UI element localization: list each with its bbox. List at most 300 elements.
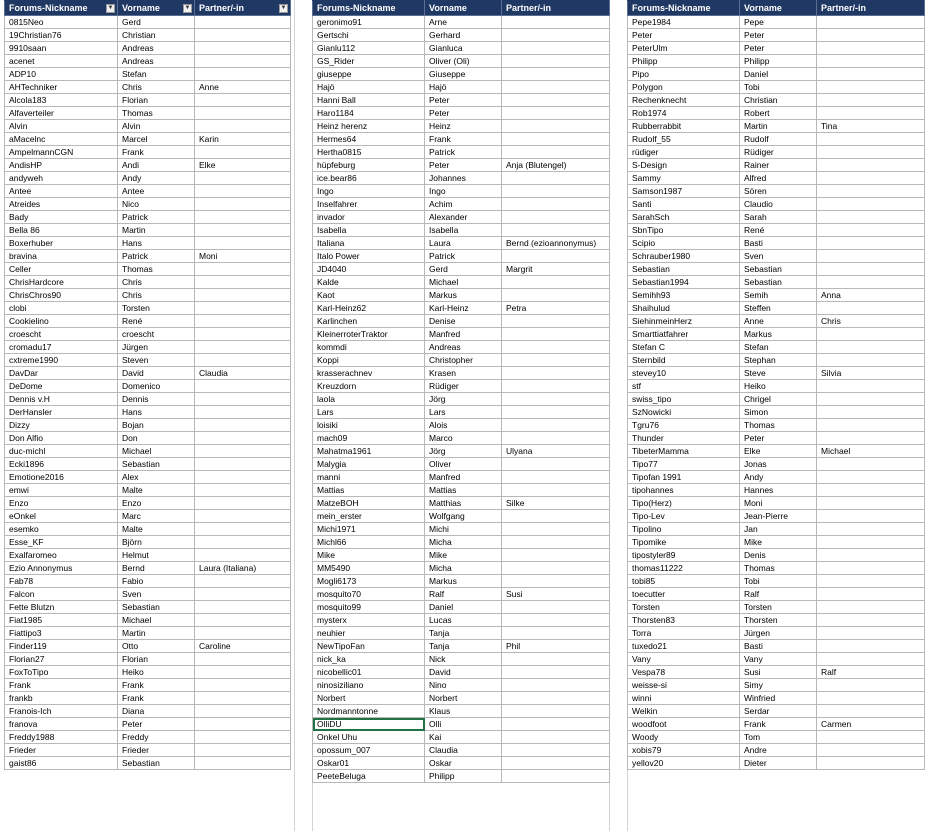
nickname-cell[interactable]: Pepe1984	[628, 16, 740, 29]
nickname-cell[interactable]: Michi1971	[313, 523, 425, 536]
partner-cell[interactable]	[195, 536, 291, 549]
nickname-cell[interactable]: Rechenknecht	[628, 94, 740, 107]
nickname-cell[interactable]: nick_ka	[313, 653, 425, 666]
partner-cell[interactable]	[195, 757, 291, 770]
firstname-cell[interactable]: Claudio	[740, 198, 817, 211]
firstname-cell[interactable]: Marc	[118, 510, 195, 523]
nickname-cell[interactable]: Dennis v.H	[5, 393, 118, 406]
partner-cell[interactable]	[817, 575, 925, 588]
nickname-cell[interactable]: bravina	[5, 250, 118, 263]
firstname-cell[interactable]: Micha	[425, 562, 502, 575]
nickname-cell[interactable]: Thorsten83	[628, 614, 740, 627]
partner-cell[interactable]	[195, 549, 291, 562]
nickname-cell[interactable]: Tipomike	[628, 536, 740, 549]
firstname-cell[interactable]: Frank	[118, 692, 195, 705]
nickname-cell[interactable]: FoxToTipo	[5, 666, 118, 679]
nickname-cell[interactable]: toecutter	[628, 588, 740, 601]
firstname-cell[interactable]: Heiko	[118, 666, 195, 679]
nickname-cell[interactable]: Celler	[5, 263, 118, 276]
firstname-cell[interactable]: Patrick	[118, 211, 195, 224]
firstname-cell[interactable]: Frank	[118, 146, 195, 159]
partner-cell[interactable]	[817, 250, 925, 263]
firstname-cell[interactable]: Peter	[740, 432, 817, 445]
partner-cell[interactable]	[195, 380, 291, 393]
nickname-cell[interactable]: Mattias	[313, 484, 425, 497]
partner-cell[interactable]	[195, 42, 291, 55]
nickname-cell[interactable]: Koppi	[313, 354, 425, 367]
nickname-cell[interactable]: opossum_007	[313, 744, 425, 757]
partner-cell[interactable]: Chris	[817, 315, 925, 328]
firstname-cell[interactable]: Isabella	[425, 224, 502, 237]
nickname-cell[interactable]: Don Alfio	[5, 432, 118, 445]
partner-cell[interactable]	[502, 289, 610, 302]
nickname-cell[interactable]: hüpfeburg	[313, 159, 425, 172]
nickname-cell[interactable]: Italiana	[313, 237, 425, 250]
firstname-cell[interactable]: Otto	[118, 640, 195, 653]
partner-cell[interactable]	[195, 120, 291, 133]
firstname-cell[interactable]: Enzo	[118, 497, 195, 510]
partner-cell[interactable]	[502, 562, 610, 575]
firstname-cell[interactable]: Philipp	[740, 55, 817, 68]
firstname-cell[interactable]: Tobi	[740, 81, 817, 94]
partner-cell[interactable]	[502, 68, 610, 81]
nickname-cell[interactable]: Smarttiatfahrer	[628, 328, 740, 341]
firstname-cell[interactable]: Nick	[425, 653, 502, 666]
partner-cell[interactable]	[195, 341, 291, 354]
nickname-cell[interactable]: Sebastian	[628, 263, 740, 276]
nickname-cell[interactable]: Frieder	[5, 744, 118, 757]
nickname-cell[interactable]: Rubberrabbit	[628, 120, 740, 133]
partner-cell[interactable]	[502, 718, 610, 731]
nickname-cell[interactable]: Enzo	[5, 497, 118, 510]
partner-cell[interactable]	[817, 705, 925, 718]
firstname-cell[interactable]: Helmut	[118, 549, 195, 562]
nickname-cell[interactable]: invador	[313, 211, 425, 224]
partner-cell[interactable]	[817, 406, 925, 419]
firstname-cell[interactable]: Thomas	[118, 263, 195, 276]
nickname-cell[interactable]: DavDar	[5, 367, 118, 380]
nickname-cell[interactable]: Schrauber1980	[628, 250, 740, 263]
nickname-cell[interactable]: Fab78	[5, 575, 118, 588]
nickname-cell[interactable]: KleinerroterTraktor	[313, 328, 425, 341]
firstname-cell[interactable]: Olli	[425, 718, 502, 731]
partner-cell[interactable]	[817, 94, 925, 107]
nickname-cell[interactable]: Gertschi	[313, 29, 425, 42]
firstname-cell[interactable]: Patrick	[118, 250, 195, 263]
nickname-cell[interactable]: emwi	[5, 484, 118, 497]
partner-cell[interactable]	[502, 536, 610, 549]
partner-cell[interactable]	[502, 55, 610, 68]
partner-cell[interactable]	[817, 224, 925, 237]
nickname-cell[interactable]: krasserachnev	[313, 367, 425, 380]
nickname-cell[interactable]: Alcola183	[5, 94, 118, 107]
nickname-cell[interactable]: Shaihulud	[628, 302, 740, 315]
nickname-cell[interactable]: Lars	[313, 406, 425, 419]
partner-cell[interactable]	[502, 94, 610, 107]
nickname-cell[interactable]: Oskar01	[313, 757, 425, 770]
nickname-cell[interactable]: Mike	[313, 549, 425, 562]
partner-cell[interactable]	[195, 107, 291, 120]
nickname-cell[interactable]: Nordmanntonne	[313, 705, 425, 718]
firstname-cell[interactable]: Peter	[740, 29, 817, 42]
nickname-cell[interactable]: PeeteBeluga	[313, 770, 425, 783]
column-header-firstname[interactable]: Vorname	[425, 1, 502, 16]
nickname-cell[interactable]: Karlinchen	[313, 315, 425, 328]
nickname-cell[interactable]: Bella 86	[5, 224, 118, 237]
partner-cell[interactable]	[195, 718, 291, 731]
partner-cell[interactable]: Anne	[195, 81, 291, 94]
partner-cell[interactable]	[817, 185, 925, 198]
firstname-cell[interactable]: Norbert	[425, 692, 502, 705]
nickname-cell[interactable]: Bady	[5, 211, 118, 224]
firstname-cell[interactable]: Karl-Heinz	[425, 302, 502, 315]
firstname-cell[interactable]: Domenico	[118, 380, 195, 393]
nickname-cell[interactable]: eOnkel	[5, 510, 118, 523]
firstname-cell[interactable]: Kai	[425, 731, 502, 744]
firstname-cell[interactable]: Frieder	[118, 744, 195, 757]
nickname-cell[interactable]: Fiattipo3	[5, 627, 118, 640]
partner-cell[interactable]	[502, 120, 610, 133]
firstname-cell[interactable]: Alois	[425, 419, 502, 432]
column-header-partner[interactable]	[195, 1, 291, 16]
firstname-cell[interactable]: Chrigel	[740, 393, 817, 406]
partner-cell[interactable]	[502, 406, 610, 419]
partner-cell[interactable]	[817, 354, 925, 367]
partner-cell[interactable]	[817, 549, 925, 562]
firstname-cell[interactable]: Elke	[740, 445, 817, 458]
firstname-cell[interactable]: Peter	[425, 107, 502, 120]
firstname-cell[interactable]: Micha	[425, 536, 502, 549]
nickname-cell[interactable]: Tipolino	[628, 523, 740, 536]
firstname-cell[interactable]: Michael	[118, 445, 195, 458]
nickname-cell[interactable]: ice.bear86	[313, 172, 425, 185]
nickname-cell[interactable]: AHTechniker	[5, 81, 118, 94]
firstname-cell[interactable]: Denise	[425, 315, 502, 328]
partner-cell[interactable]	[502, 42, 610, 55]
partner-cell[interactable]	[502, 666, 610, 679]
partner-cell[interactable]	[817, 471, 925, 484]
nickname-cell[interactable]: Sebastian1994	[628, 276, 740, 289]
partner-cell[interactable]	[502, 419, 610, 432]
nickname-cell[interactable]: winni	[628, 692, 740, 705]
partner-cell[interactable]	[817, 640, 925, 653]
firstname-cell[interactable]: Moni	[740, 497, 817, 510]
nickname-cell[interactable]: Fette Blutzn	[5, 601, 118, 614]
nickname-cell[interactable]: AndisHP	[5, 159, 118, 172]
nickname-cell[interactable]: franova	[5, 718, 118, 731]
nickname-cell[interactable]: Malygia	[313, 458, 425, 471]
partner-cell[interactable]	[502, 211, 610, 224]
firstname-cell[interactable]: Rüdiger	[425, 380, 502, 393]
firstname-cell[interactable]: Thorsten	[740, 614, 817, 627]
nickname-cell[interactable]: Atreides	[5, 198, 118, 211]
nickname-cell[interactable]: mach09	[313, 432, 425, 445]
partner-cell[interactable]	[502, 770, 610, 783]
partner-cell[interactable]	[195, 263, 291, 276]
firstname-cell[interactable]: Michael	[118, 614, 195, 627]
partner-cell[interactable]	[817, 263, 925, 276]
firstname-cell[interactable]: Michael	[425, 276, 502, 289]
firstname-cell[interactable]: Jean-Pierre	[740, 510, 817, 523]
firstname-cell[interactable]: Klaus	[425, 705, 502, 718]
firstname-cell[interactable]: Oskar	[425, 757, 502, 770]
partner-cell[interactable]	[195, 55, 291, 68]
nickname-cell[interactable]: Tipo77	[628, 458, 740, 471]
nickname-cell[interactable]: geronimo91	[313, 16, 425, 29]
partner-cell[interactable]	[195, 224, 291, 237]
partner-cell[interactable]	[502, 328, 610, 341]
partner-cell[interactable]	[817, 302, 925, 315]
partner-cell[interactable]	[195, 445, 291, 458]
nickname-cell[interactable]: Inselfahrer	[313, 198, 425, 211]
nickname-cell[interactable]: Hermes64	[313, 133, 425, 146]
nickname-cell[interactable]: Mahatma1961	[313, 445, 425, 458]
firstname-cell[interactable]: Rudolf	[740, 133, 817, 146]
nickname-cell[interactable]: Stefan C	[628, 341, 740, 354]
firstname-cell[interactable]: Peter	[118, 718, 195, 731]
firstname-cell[interactable]: Malte	[118, 523, 195, 536]
column-header-partner[interactable]: Partner/-in	[817, 1, 925, 16]
partner-cell[interactable]	[195, 16, 291, 29]
nickname-cell[interactable]: Alvin	[5, 120, 118, 133]
nickname-cell[interactable]: laola	[313, 393, 425, 406]
firstname-cell[interactable]: Steven	[118, 354, 195, 367]
partner-cell[interactable]	[817, 536, 925, 549]
firstname-cell[interactable]: Don	[118, 432, 195, 445]
nickname-cell[interactable]: Kreuzdorn	[313, 380, 425, 393]
firstname-cell[interactable]: Sören	[740, 185, 817, 198]
firstname-cell[interactable]: Gianluca	[425, 42, 502, 55]
partner-cell[interactable]	[817, 55, 925, 68]
firstname-cell[interactable]: Patrick	[425, 250, 502, 263]
nickname-cell[interactable]: clobi	[5, 302, 118, 315]
partner-cell[interactable]	[502, 341, 610, 354]
firstname-cell[interactable]: Christian	[118, 29, 195, 42]
nickname-cell[interactable]: Cookielino	[5, 315, 118, 328]
nickname-cell[interactable]: croescht	[5, 328, 118, 341]
nickname-cell[interactable]: yellov20	[628, 757, 740, 770]
partner-cell[interactable]	[502, 523, 610, 536]
firstname-cell[interactable]: Diana	[118, 705, 195, 718]
partner-cell[interactable]	[195, 484, 291, 497]
partner-cell[interactable]	[195, 523, 291, 536]
nickname-cell[interactable]: Woody	[628, 731, 740, 744]
partner-cell[interactable]	[195, 29, 291, 42]
firstname-cell[interactable]: Alex	[118, 471, 195, 484]
firstname-cell[interactable]: Mike	[425, 549, 502, 562]
partner-cell[interactable]	[195, 692, 291, 705]
firstname-cell[interactable]: Nino	[425, 679, 502, 692]
partner-cell[interactable]	[502, 380, 610, 393]
partner-cell[interactable]: Karin	[195, 133, 291, 146]
filter-dropdown-icon[interactable]: ▼	[184, 5, 191, 11]
partner-cell[interactable]	[195, 198, 291, 211]
firstname-cell[interactable]: Sebastian	[118, 601, 195, 614]
nickname-cell[interactable]: Rob1974	[628, 107, 740, 120]
partner-cell[interactable]	[817, 68, 925, 81]
partner-cell[interactable]	[817, 601, 925, 614]
firstname-cell[interactable]: Fabio	[118, 575, 195, 588]
nickname-cell[interactable]: Ecki1896	[5, 458, 118, 471]
partner-cell[interactable]: Silvia	[817, 367, 925, 380]
nickname-cell[interactable]: Kaot	[313, 289, 425, 302]
nickname-cell[interactable]: Haro1184	[313, 107, 425, 120]
partner-cell[interactable]	[195, 406, 291, 419]
firstname-cell[interactable]: Stefan	[740, 341, 817, 354]
column-header-partner[interactable]: Partner/-in	[502, 1, 610, 16]
partner-cell[interactable]	[195, 744, 291, 757]
partner-cell[interactable]	[502, 198, 610, 211]
firstname-cell[interactable]: Ralf	[740, 588, 817, 601]
partner-cell[interactable]: Moni	[195, 250, 291, 263]
partner-cell[interactable]	[502, 81, 610, 94]
firstname-cell[interactable]: Alvin	[118, 120, 195, 133]
filter-dropdown-icon[interactable]: ▼	[107, 5, 114, 11]
nickname-cell[interactable]: Vespa78	[628, 666, 740, 679]
firstname-cell[interactable]: Florian	[118, 94, 195, 107]
firstname-cell[interactable]: Jörg	[425, 393, 502, 406]
partner-cell[interactable]	[817, 458, 925, 471]
partner-cell[interactable]	[817, 393, 925, 406]
partner-cell[interactable]	[195, 627, 291, 640]
nickname-cell[interactable]: Fiat1985	[5, 614, 118, 627]
nickname-cell[interactable]: Freddy1988	[5, 731, 118, 744]
partner-cell[interactable]: Tina	[817, 120, 925, 133]
firstname-cell[interactable]: Alexander	[425, 211, 502, 224]
nickname-cell[interactable]: weisse-si	[628, 679, 740, 692]
firstname-cell[interactable]: Peter	[425, 159, 502, 172]
partner-cell[interactable]: Silke	[502, 497, 610, 510]
nickname-cell[interactable]: MatzeBOH	[313, 497, 425, 510]
firstname-cell[interactable]: Simy	[740, 679, 817, 692]
firstname-cell[interactable]: Andre	[740, 744, 817, 757]
nickname-cell[interactable]: Ingo	[313, 185, 425, 198]
firstname-cell[interactable]: Basti	[740, 640, 817, 653]
nickname-cell[interactable]: Esse_KF	[5, 536, 118, 549]
partner-cell[interactable]	[817, 42, 925, 55]
partner-cell[interactable]	[817, 614, 925, 627]
nickname-cell[interactable]: Michl66	[313, 536, 425, 549]
nickname-cell[interactable]: Sternbild	[628, 354, 740, 367]
firstname-cell[interactable]: Martin	[118, 627, 195, 640]
nickname-cell[interactable]: DeDome	[5, 380, 118, 393]
partner-cell[interactable]	[817, 341, 925, 354]
nickname-cell[interactable]: Tipo(Herz)	[628, 497, 740, 510]
nickname-cell[interactable]: TibeterMamma	[628, 445, 740, 458]
firstname-cell[interactable]: Anne	[740, 315, 817, 328]
partner-cell[interactable]	[195, 315, 291, 328]
firstname-cell[interactable]: Jürgen	[740, 627, 817, 640]
nickname-cell[interactable]: manni	[313, 471, 425, 484]
partner-cell[interactable]	[195, 68, 291, 81]
nickname-cell[interactable]: kommdi	[313, 341, 425, 354]
partner-cell[interactable]	[817, 432, 925, 445]
partner-cell[interactable]	[817, 562, 925, 575]
partner-cell[interactable]	[195, 172, 291, 185]
firstname-cell[interactable]: Andy	[740, 471, 817, 484]
firstname-cell[interactable]: René	[118, 315, 195, 328]
partner-cell[interactable]	[195, 393, 291, 406]
firstname-cell[interactable]: croescht	[118, 328, 195, 341]
firstname-cell[interactable]: Achim	[425, 198, 502, 211]
firstname-cell[interactable]: Peter	[425, 94, 502, 107]
partner-cell[interactable]: Petra	[502, 302, 610, 315]
nickname-cell[interactable]: Samson1987	[628, 185, 740, 198]
firstname-cell[interactable]: Andreas	[425, 341, 502, 354]
firstname-cell[interactable]: Gerd	[425, 263, 502, 276]
nickname-cell[interactable]: SarahSch	[628, 211, 740, 224]
firstname-cell[interactable]: Tom	[740, 731, 817, 744]
firstname-cell[interactable]: Oliver	[425, 458, 502, 471]
firstname-cell[interactable]: Susi	[740, 666, 817, 679]
nickname-cell[interactable]: Hanni Ball	[313, 94, 425, 107]
partner-cell[interactable]	[502, 29, 610, 42]
firstname-cell[interactable]: Philipp	[425, 770, 502, 783]
firstname-cell[interactable]: Christian	[740, 94, 817, 107]
firstname-cell[interactable]: Arne	[425, 16, 502, 29]
nickname-cell[interactable]: andyweh	[5, 172, 118, 185]
partner-cell[interactable]	[195, 211, 291, 224]
firstname-cell[interactable]: Gerhard	[425, 29, 502, 42]
nickname-cell[interactable]: Boxerhuber	[5, 237, 118, 250]
nickname-cell[interactable]: Peter	[628, 29, 740, 42]
partner-cell[interactable]	[817, 692, 925, 705]
nickname-cell[interactable]: Ezio Annonymus	[5, 562, 118, 575]
nickname-cell[interactable]: Finder119	[5, 640, 118, 653]
partner-cell[interactable]	[502, 393, 610, 406]
partner-cell[interactable]	[817, 380, 925, 393]
nickname-cell[interactable]: Franois-Ich	[5, 705, 118, 718]
firstname-cell[interactable]: Heinz	[425, 120, 502, 133]
firstname-cell[interactable]: Semih	[740, 289, 817, 302]
partner-cell[interactable]	[195, 614, 291, 627]
firstname-cell[interactable]: Sebastian	[740, 263, 817, 276]
nickname-cell[interactable]: Italo Power	[313, 250, 425, 263]
firstname-cell[interactable]: Martin	[740, 120, 817, 133]
firstname-cell[interactable]: René	[740, 224, 817, 237]
firstname-cell[interactable]: Krasen	[425, 367, 502, 380]
partner-cell[interactable]	[817, 523, 925, 536]
partner-cell[interactable]	[195, 419, 291, 432]
partner-cell[interactable]	[817, 211, 925, 224]
firstname-cell[interactable]: Andy	[118, 172, 195, 185]
nickname-cell[interactable]: neuhier	[313, 627, 425, 640]
firstname-cell[interactable]: Laura	[425, 237, 502, 250]
nickname-cell[interactable]: Mogli6173	[313, 575, 425, 588]
nickname-cell[interactable]: Pipo	[628, 68, 740, 81]
partner-cell[interactable]	[195, 432, 291, 445]
firstname-cell[interactable]: Frank	[118, 679, 195, 692]
nickname-cell[interactable]: ADP10	[5, 68, 118, 81]
firstname-cell[interactable]: Bernd	[118, 562, 195, 575]
firstname-cell[interactable]: Dennis	[118, 393, 195, 406]
nickname-cell[interactable]: swiss_tipo	[628, 393, 740, 406]
partner-cell[interactable]	[817, 744, 925, 757]
nickname-cell[interactable]: Kalde	[313, 276, 425, 289]
firstname-cell[interactable]: Stefan	[118, 68, 195, 81]
firstname-cell[interactable]: Basti	[740, 237, 817, 250]
partner-cell[interactable]	[817, 588, 925, 601]
partner-cell[interactable]	[502, 107, 610, 120]
nickname-cell[interactable]: cromadu17	[5, 341, 118, 354]
firstname-cell[interactable]: Frank	[425, 133, 502, 146]
firstname-cell[interactable]: Robert	[740, 107, 817, 120]
firstname-cell[interactable]: Gerd	[118, 16, 195, 29]
partner-cell[interactable]	[817, 510, 925, 523]
nickname-cell[interactable]: nicobellic01	[313, 666, 425, 679]
nickname-cell[interactable]: Torra	[628, 627, 740, 640]
partner-cell[interactable]	[195, 185, 291, 198]
